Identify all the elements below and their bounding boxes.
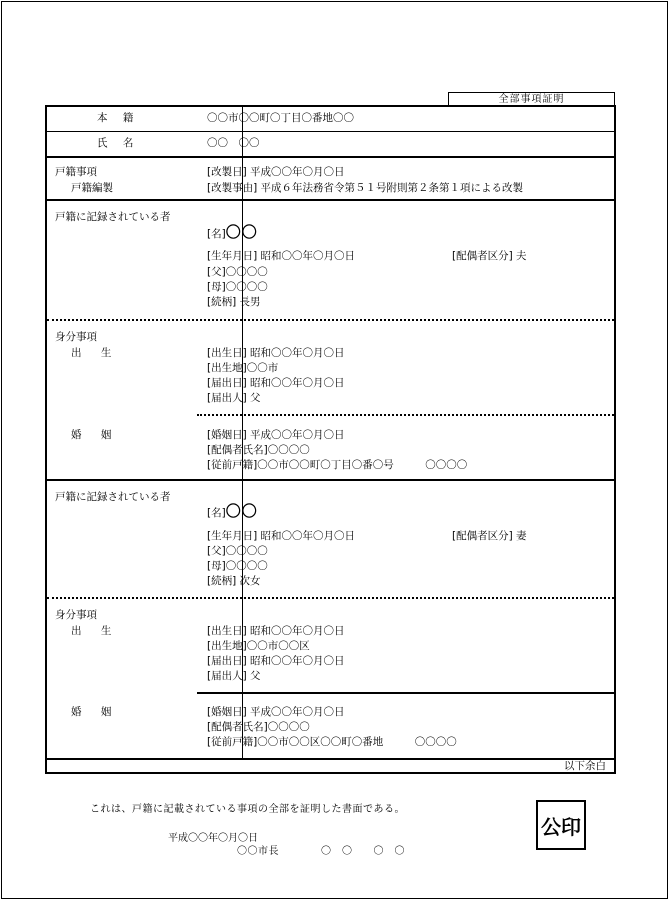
koseki-hensei-label: 戸籍編製 [71, 182, 113, 194]
divider-person1-mibun [47, 319, 614, 321]
person2-marriage-line: [婚姻日] 平成〇〇年〇月〇日 [207, 706, 345, 718]
person2-name: 〇〇 [225, 502, 258, 520]
person1-birthdate: [生年月日] 昭和〇〇年〇月〇日 [207, 250, 356, 262]
person1-spouse-class [452, 250, 527, 263]
person1-birth-line: [届出日] 昭和〇〇年〇月〇日 [207, 377, 345, 389]
person2-birth-line: [届出人] 父 [207, 670, 261, 682]
person1-marriage-line: [婚姻日] 平成〇〇年〇月〇日 [207, 429, 345, 441]
person1-birth-line: [出生日] 昭和〇〇年〇月〇日 [207, 347, 345, 359]
divider-person2-marriage [197, 692, 614, 694]
divider-person2-mibun [47, 597, 614, 599]
honseki-value: 〇〇市〇〇町〇丁目〇番地〇〇 [207, 112, 354, 124]
person1-relation: [続柄] 長男 [207, 296, 261, 308]
official-seal: 公印 [536, 800, 586, 850]
person1-mibun-label: 身分事項 [55, 331, 97, 343]
shimei-label: 氏 名 [97, 137, 140, 149]
person2-name-prefix: [名] [207, 507, 226, 519]
register-table [45, 105, 616, 774]
divider-shimei [47, 156, 614, 158]
person2-spouse-class-label: [配偶者区分] [452, 530, 513, 542]
person1-marriage-line: [配偶者氏名]〇〇〇〇 [207, 444, 310, 456]
shimei-value: 〇〇 〇〇 [207, 137, 260, 149]
divider-person1-marriage [197, 414, 614, 416]
person1-name: 〇〇 [225, 223, 258, 241]
person2-birth-line: [届出日] 昭和〇〇年〇月〇日 [207, 655, 345, 667]
person2-father: [父]〇〇〇〇 [207, 545, 268, 557]
mayor-signature: 〇〇市長 〇 〇 〇 〇 [237, 846, 405, 857]
certification-statement: これは、戸籍に記載されている事項の全部を証明した書面である。 [90, 804, 405, 815]
divider-koseki-jiko [47, 199, 614, 201]
person1-mother: [母]〇〇〇〇 [207, 281, 268, 293]
person2-marriage-line: [従前戸籍]〇〇市〇〇区〇〇町〇番地 〇〇〇〇 [207, 736, 457, 748]
person2-birth-line: [出生地]〇〇市〇〇区 [207, 640, 310, 652]
person1-spouse-class-label: [配偶者区分] [452, 250, 513, 262]
person2-birthdate: [生年月日] 昭和〇〇年〇月〇日 [207, 530, 356, 542]
person1-marriage-label: 婚 姻 [71, 429, 120, 441]
certificate-title: 全部事項証明 [448, 92, 615, 106]
person2-name-row [207, 502, 258, 520]
person1-name-prefix: [名] [207, 228, 226, 240]
person2-marriage-label: 婚 姻 [71, 706, 120, 718]
kaisei-date: [改製日] 平成〇〇年〇月〇日 [207, 166, 345, 178]
person2-birth-line: [出生日] 昭和〇〇年〇月〇日 [207, 625, 345, 637]
certification-date: 平成〇〇年〇月〇日 [168, 833, 258, 844]
person1-father: [父]〇〇〇〇 [207, 266, 268, 278]
person2-relation: [続柄] 次女 [207, 575, 261, 587]
divider-honseki [47, 131, 614, 132]
person1-header: 戸籍に記録されている者 [55, 211, 171, 223]
divider-person2 [47, 479, 614, 481]
person2-mibun-label: 身分事項 [55, 609, 97, 621]
person2-marriage-line: [配偶者氏名]〇〇〇〇 [207, 721, 310, 733]
person1-spouse-class-value: 夫 [516, 250, 527, 262]
end-note: 以下余白 [564, 760, 606, 772]
koseki-jiko-label: 戸籍事項 [55, 166, 97, 178]
honseki-label: 本 籍 [97, 112, 140, 124]
person2-spouse-class-value: 妻 [516, 530, 527, 542]
person1-birth-label: 出 生 [71, 347, 120, 359]
kaisei-reason: [改製事由] 平成６年法務省令第５１号附則第２条第１項による改製 [207, 182, 524, 194]
person2-birth-label: 出 生 [71, 625, 120, 637]
person2-spouse-class [452, 530, 527, 543]
person1-marriage-line: [従前戸籍]〇〇市〇〇町〇丁目〇番〇号 〇〇〇〇 [207, 459, 468, 471]
divider-end [47, 758, 614, 760]
person1-birth-line: [出生地]〇〇市 [207, 362, 279, 374]
person1-birth-line: [届出人] 父 [207, 392, 261, 404]
person2-header: 戸籍に記録されている者 [55, 491, 171, 503]
person2-mother: [母]〇〇〇〇 [207, 560, 268, 572]
person1-name-row [207, 223, 258, 241]
